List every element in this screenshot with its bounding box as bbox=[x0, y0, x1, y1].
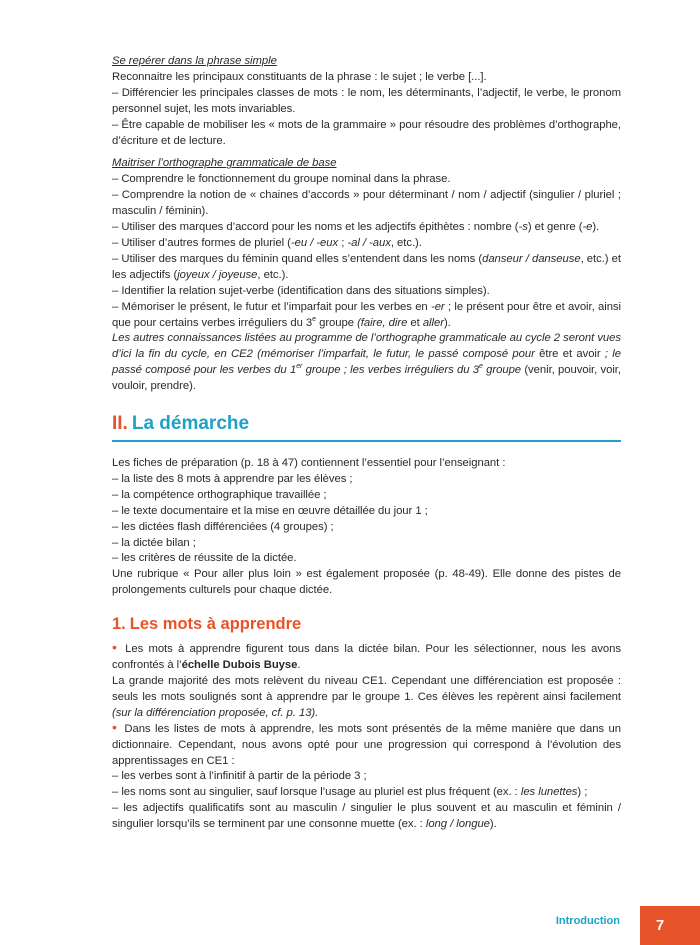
page-number: 7 bbox=[655, 917, 665, 934]
list-item: – le texte documentaire et la mise en œuvre détaillée du jour 1 ; bbox=[112, 504, 428, 517]
paragraph: – Utiliser des marques du féminin quand elles s’entendent dans les noms (danseur / danseuse, etc.) et les adjectifs (joyeux / joyeuse, etc.). bbox=[112, 252, 621, 281]
subheading-orthographe: Maitriser l’orthographe grammaticale de base bbox=[112, 157, 337, 170]
paragraph: Reconnaitre les principaux constituants de la phrase : le sujet ; le verbe [...]. bbox=[112, 70, 487, 83]
subheading-phrase-simple: Se repérer dans la phrase simple bbox=[112, 55, 277, 67]
bullet-icon: • bbox=[112, 718, 117, 735]
list-item: – les adjectifs qualificatifs sont au masculin / singulier le plus souvent et au masculin et féminin / singulier lorsqu’ils se terminent par une consonne muette (ex. : long / longue). bbox=[112, 802, 621, 831]
paragraph: – Comprendre le fonctionnement du groupe nominal dans la phrase. bbox=[112, 173, 451, 186]
section-title: La démarche bbox=[131, 413, 250, 435]
subsection-number: 1. bbox=[112, 615, 126, 634]
list-item: – la liste des 8 mots à apprendre par les élèves ; bbox=[112, 472, 353, 485]
paragraph: – Être capable de mobiliser les « mots de la grammaire » pour résoudre des problèmes d’orthographe, d’écriture et de lecture. bbox=[112, 118, 621, 147]
paragraph: La grande majorité des mots relèvent du niveau CE1. Cependant une différenciation est proposée : seuls les mots soulignés sont à apprendre par le groupe 1. Ces élèves les repèrent ainsi facilement (sur la différenciation proposée, cf. p. 13). bbox=[112, 675, 621, 719]
paragraph: – Mémoriser le présent, le futur et l’imparfait pour les verbes en -er ; le présent pour être et avoir, ainsi que pour certains verbes irréguliers du 3e groupe (faire, dire et aller). bbox=[112, 300, 621, 329]
footer-section-label: Introduction bbox=[555, 915, 620, 927]
list-item: – les verbes sont à l’infinitif à partir de la période 3 ; bbox=[112, 770, 367, 783]
paragraph: – Utiliser d’autres formes de pluriel (-eu / -eux ; -al / -aux, etc.). bbox=[112, 236, 422, 249]
section-heading-demarche bbox=[112, 411, 621, 442]
subsection-title: Les mots à apprendre bbox=[129, 615, 302, 634]
list-item: – les dictées flash différenciées (4 groupes) ; bbox=[112, 520, 334, 533]
bullet-icon: • bbox=[112, 639, 117, 656]
paragraph: • Les mots à apprendre figurent tous dans la dictée bilan. Pour les sélectionner, nous les avons confrontés à l’échelle Dubois Buyse. bbox=[112, 639, 621, 672]
paragraph: Les autres connaissances listées au programme de l’orthographe grammaticale au cycle 2 seront vues d’ici la fin du cycle, en CE2 (mémoriser l’imparfait, le futur, le passé composé pour être et avoir ; le passé composé pour les verbes du 1er groupe ; les verbes irréguliers du 3e groupe (venir, pouvoir, voir, vouloir, prendre). bbox=[112, 332, 621, 393]
section-number: II. bbox=[112, 413, 128, 435]
list-item: – les critères de réussite de la dictée. bbox=[112, 552, 297, 565]
paragraph: – Utiliser des marques d’accord pour les noms et les adjectifs épithètes : nombre (-s) et genre (-e). bbox=[112, 221, 600, 234]
page-content bbox=[112, 54, 621, 833]
paragraph: – Comprendre la notion de « chaines d’accords » pour déterminant / nom / adjectif (singulier / pluriel ; masculin / féminin). bbox=[112, 189, 621, 218]
list-item: – les noms sont au singulier, sauf lorsque l’usage au pluriel est plus fréquent (ex. : les lunettes) ; bbox=[112, 786, 588, 799]
paragraph: – Identifier la relation sujet-verbe (identification dans des situations simples). bbox=[112, 284, 490, 297]
paragraph: • Dans les listes de mots à apprendre, les mots sont présentés de la même manière que dans un dictionnaire. Cependant, nous avons opté pour une progression qui correspond à l’évolution des apprentissages en CE1 : bbox=[112, 718, 621, 767]
page-number-box bbox=[640, 906, 700, 945]
section-demarche-body bbox=[112, 456, 621, 599]
paragraph: Une rubrique « Pour aller plus loin » est également proposée (p. 48-49). Elle donne des pistes de prolongements culturels pour chaque dictée. bbox=[112, 568, 621, 597]
paragraph: Les fiches de préparation (p. 18 à 47) contiennent l’essentiel pour l’enseignant : bbox=[112, 457, 506, 470]
subsection-heading-mots bbox=[112, 613, 621, 635]
list-item: – la dictée bilan ; bbox=[112, 536, 196, 549]
list-item: – la compétence orthographique travaillée ; bbox=[112, 488, 327, 501]
paragraph: – Différencier les principales classes de mots : le nom, les déterminants, l’adjectif, le verbe, le pronom personnel sujet, les mots invariables. bbox=[112, 86, 621, 115]
